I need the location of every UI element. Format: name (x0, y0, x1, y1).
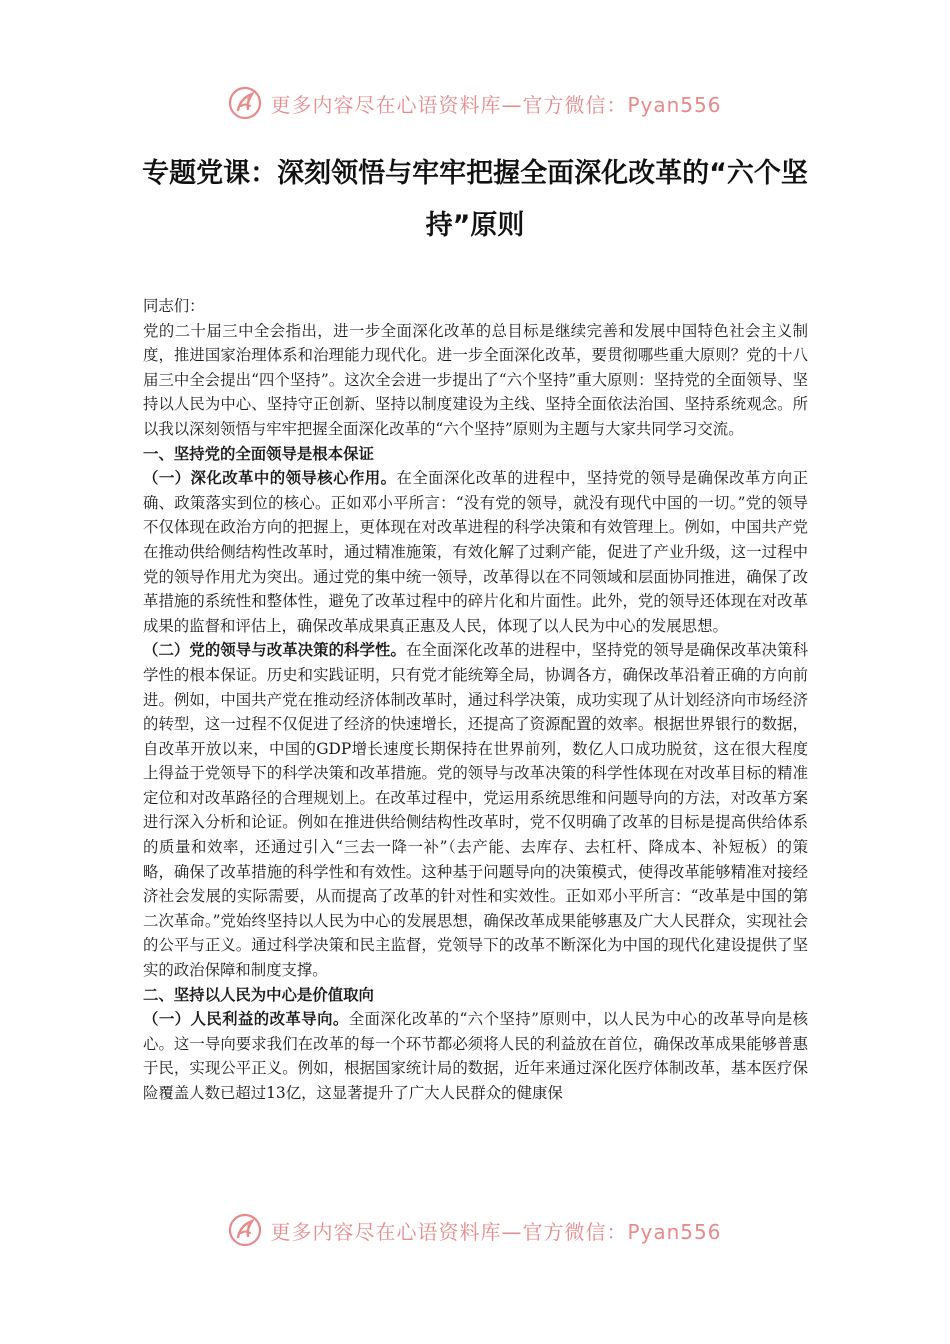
rabbit-logo-icon (228, 1213, 262, 1247)
watermark-header (0, 83, 950, 123)
intro-paragraph: 党的二十届三中全会指出，进一步全面深化改革的总目标是继续完善和发展中国特色社会主义制度，推进国家治理体系和治理能力现代化。进一步全面深化改革，要贯彻哪些重大原则？党的十八届三中全会提出“四个坚持”。这次全会进一步提出了“六个坚持”重大原则：坚持党的全面领导、坚持以人民为中心、坚持守正创新、坚持以制度建设为主线、坚持全面依法治国、坚持系统观念。所以我以深刻领悟与牢牢把握全面深化改革的“六个坚持”原则为主题与大家共同学习交流。 (143, 321, 808, 438)
paragraph-lead: （一）深化改革中的领导核心作用。 (143, 469, 397, 488)
body-paragraph (143, 1007, 808, 1105)
page-title: 专题党课：深刻领悟与牢牢把握全面深化改革的“六个坚持”原则 (142, 158, 808, 241)
watermark-text: 更多内容尽在心语资料库—官方微信：Pyan556 (270, 1219, 722, 1244)
paragraph-text: 在全面深化改革的进程中，坚持党的领导是确保改革决策科学性的根本保证。历史和实践证明，只有党才能统筹全局，协调各方，确保改革沿着正确的方向前进。例如，中国共产党在推动经济体制改革时，通过科学决策，成功实现了从计划经济向市场经济的转型，这一过程不仅促进了经济的快速增长，还提高了资源配置的效率。根据世界银行的数据，自改革开放以来，中国的GDP增长速度长期保持在世界前列，数亿人口成功脱贫，这在很大程度上得益于党领导下的科学决策和改革措施。党的领导与改革决策的科学性体现在对改革目标的精准定位和对改革路径的合理规划上。在改革过程中，党运用系统思维和问题导向的方法，对改革方案进行深入分析和论证。例如在推进供给侧结构性改革时，党不仅明确了改革的目标是提高供给体系的质量和效率，还通过引入“三去一降一补”（去产能、去库存、去杠杆、降成本、补短板）的策略，确保了改革措施的科学性和有效性。这种基于问题导向的决策模式，使得改革能够精准对接经济社会发展的实际需要，从而提高了改革的针对性和实效性。正如邓小平所言：“改革是中国的第二次革命。”党始终坚持以人民为中心的发展思想，确保改革成果能够惠及广大人民群众，实现社会的公平与正义。通过科学决策和民主监督，党领导下的改革不断深化为中国的现代化建设提供了坚实的政治保障和制度支撑。 (143, 641, 808, 980)
greeting: 同志们： (143, 297, 205, 315)
body-paragraph (143, 466, 808, 638)
section-heading: 二、坚持以人民为中心是价值取向 (143, 985, 374, 1004)
paragraph-text: 在全面深化改革的进程中，坚持党的领导是确保改革方向正确、政策落实到位的核心。正如邓小平所言：“没有党的领导，就没有现代中国的一切。”党的领导不仅体现在政治方向的把握上，更体现在对改革进程的科学决策和有效管理上。例如，中国共产党在推动供给侧结构性改革时，通过精准施策，有效化解了过剩产能，促进了产业升级，这一过程中党的领导作用尤为突出。通过党的集中统一领导，改革得以在不同领域和层面协同推进，确保了改革措施的系统性和整体性，避免了改革过程中的碎片化和片面性。此外，党的领导还体现在对改革成果的监督和评估上，确保改革成果真正惠及人民，体现了以人民为中心的发展思想。 (143, 469, 808, 635)
paragraph-lead: （二）党的领导与改革决策的科学性。 (143, 641, 406, 660)
section-heading: 一、坚持党的全面领导是根本保证 (143, 444, 374, 463)
document-body (143, 294, 808, 1106)
body-paragraph (143, 638, 808, 982)
paragraph-text: 全面深化改革的“六个坚持”原则中，以人民为中心的改革导向是核心。这一导向要求我们在改革的每一个环节都必须将人民的利益放在首位，确保改革成果能够普惠于民，实现公平正义。例如，根据国家统计局的数据，近年来通过深化医疗体制改革，基本医疗保险覆盖人数已超过13亿，这显著提升了广大人民群众的健康保 (143, 1010, 808, 1102)
paragraph-lead: （一）人民利益的改革导向。 (143, 1010, 349, 1029)
watermark-text: 更多内容尽在心语资料库—官方微信：Pyan556 (270, 92, 722, 117)
rabbit-logo-icon (228, 86, 262, 120)
watermark-footer (0, 1210, 950, 1250)
